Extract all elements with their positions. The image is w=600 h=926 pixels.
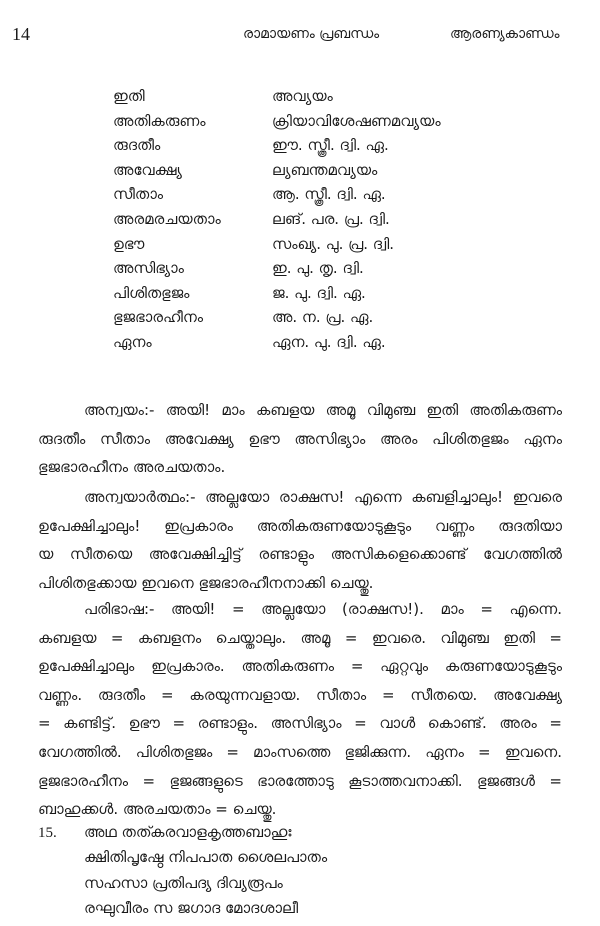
word: ഭുജഭാരഹീനം	[113, 308, 204, 327]
verse-line	[38, 871, 327, 896]
word: അവേക്ഷ്യ	[113, 160, 182, 179]
anvayartham-paragraph	[38, 483, 562, 597]
word: സീതാം	[113, 185, 164, 204]
word: അസിഭ്യാം	[113, 259, 184, 278]
grammar-note: അവ്യയം	[272, 87, 333, 105]
text-line: വണ്ണം. രുദതീം = കരയുന്നവളായ. സീതാം = സീതയെ. അവേക്ഷ്യ	[38, 685, 562, 704]
word: അതികരുണം	[113, 111, 206, 130]
word-row	[113, 109, 513, 134]
word: അരമരചയതാം	[113, 209, 221, 228]
grammar-note: ഈ. സ്ത്രീ. ദ്വി. ഏ.	[272, 136, 389, 155]
running-header-section-title: ആരണ്യകാണ്ഡം	[450, 26, 560, 42]
anvayam-paragraph	[38, 396, 562, 482]
word-row	[113, 330, 513, 355]
word-row	[113, 256, 513, 281]
verse-text: ക്ഷിതിപൃഷ്ഠേ നിപപാത ശൈലപാതം	[84, 848, 328, 867]
verse-line	[38, 820, 327, 845]
running-header-book-title: രാമായണം പ്രബന്ധം	[243, 26, 380, 42]
text-line: പിശിതഭുക്കായ ഇവനെ ഭുജഭാരഹീനനാക്കി ചെയ്തു.	[38, 573, 374, 592]
verse-15	[38, 820, 327, 921]
page-number: 14	[12, 24, 30, 44]
verse-line	[38, 896, 327, 921]
text-line: യ സീതയെ അവേക്ഷിച്ചിട്ട് രണ്ടാളും അസികളെക്കൊണ്ട് വേഗത്തിൽ	[38, 545, 562, 564]
word: പിശിതഭുജം	[113, 283, 190, 302]
grammar-note: ഇ. പു. തൃ. ദ്വി.	[272, 259, 364, 278]
text-line: അന്വയം:- അയി! മാം കബളയ അമൂ വിമുഞ്ച ഇതി അതികരുണം	[84, 401, 562, 419]
text-line: ഉപേക്ഷിച്ചാലും! ഇപ്രകാരം അതികരുണയോടുകൂടും വണ്ണം രുദതിയാ	[38, 516, 562, 535]
word: ഏനം	[113, 332, 152, 351]
verse-text: സഹസാ പ്രതിപദ്യ ദിവ്യരൂപം	[84, 873, 283, 892]
text-line: ഉപേക്ഷിച്ചാലും ഇപ്രകാരം. അതികരുണം = ഏറ്റവും കരുണയോടുകൂടും	[38, 657, 562, 676]
verse-text: രഘുവീരം സ ജഗാദ മോദശാലീ	[84, 898, 299, 917]
grammar-note: ഏന. പു. ദ്വി. ഏ.	[272, 332, 386, 351]
grammar-note: ല്യബന്തമവ്യയം	[272, 160, 378, 179]
word-row	[113, 305, 513, 330]
text-line: ഭുജഭാരഹീനം അരചയതാം.	[38, 458, 226, 477]
word: ഇതി	[113, 87, 145, 105]
word-row	[113, 281, 513, 306]
verse-text: അഥ തത്കരവാളകൃത്തബാഹുഃ	[84, 823, 292, 841]
text-line: രുദതീം സീതാം അവേക്ഷ്യ ഉഭൗ അസിഭ്യാം അരം പിശിതഭുജം ഏനം	[38, 429, 562, 448]
verse-line	[38, 845, 327, 870]
word-row	[113, 84, 513, 109]
grammar-note: അ. ന. പ്ര. ഏ.	[272, 308, 374, 327]
grammar-note: ക്രിയാവിശേഷണമവ്യയം	[272, 111, 441, 130]
text-line: അന്വയാർത്ഥം:- അല്ലയോ രാക്ഷസ! എന്നെ കബളിച്ചാലും! ഇവരെ	[84, 488, 562, 506]
grammar-note: ജ. പു. ദ്വി. ഏ.	[272, 283, 366, 302]
word-row	[113, 232, 513, 257]
word-row	[113, 133, 513, 158]
grammar-note: ലങ്. പര. പ്ര. ദ്വി.	[272, 209, 390, 228]
text-line: പരിഭാഷ:- അയി! = അല്ലയോ (രാക്ഷസ!). മാം = എന്നെ.	[84, 600, 562, 618]
grammar-note: സംഖ്യ. പു. പ്ര. ദ്വി.	[272, 234, 395, 253]
verse-number: 15.	[38, 825, 57, 841]
paribhasha-paragraph	[38, 595, 562, 824]
text-line: ബാഹുക്കൾ. അരചയതാം = ചെയ്തു.	[38, 800, 277, 819]
text-line: കബളയ = കബളനം ചെയ്താലും. അമൂ = ഇവരെ. വിമുഞ്ച ഇതി =	[38, 628, 562, 647]
word-row	[113, 207, 513, 232]
text-line: ഭുജഭാരഹീനം = ഭുജങ്ങളുടെ ഭാരത്തോടു കൂടാത്തവനാക്കി. ഭുജങ്ങൾ =	[38, 771, 562, 790]
word-row	[113, 182, 513, 207]
word: രുദതീം	[113, 136, 161, 155]
word-row	[113, 158, 513, 183]
grammar-note: ആ. സ്ത്രീ. ദ്വി. ഏ.	[272, 185, 386, 204]
word-grammar-list	[113, 84, 513, 355]
word: ഉഭൗ	[113, 234, 145, 253]
text-line: വേഗത്തിൽ. പിശിതഭുജം = മാംസത്തെ ഭുജിക്കുന്ന. ഏനം = ഇവനെ.	[38, 742, 562, 761]
text-line: = കണ്ടിട്ട്. ഉഭൗ = രണ്ടാളും. അസിഭ്യാം = വാൾ കൊണ്ട്. അരം =	[38, 714, 562, 733]
